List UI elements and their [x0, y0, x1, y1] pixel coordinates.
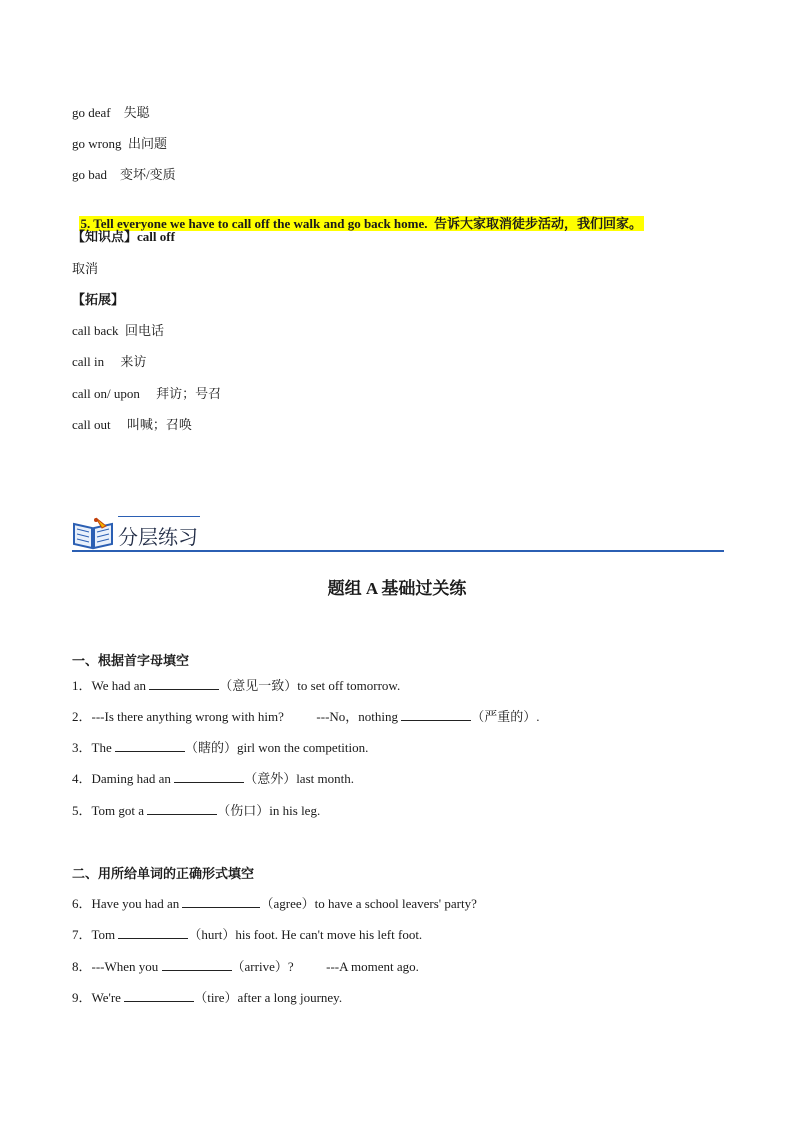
q-text: （hurt）his foot. He can't move his left foot.: [188, 927, 423, 942]
expand-item: call out 叫喊；召唤: [72, 417, 192, 432]
q-text: 1．We had an: [72, 678, 150, 693]
question-5: [72, 801, 320, 820]
section-top-rule: [118, 516, 200, 517]
group-title: 题组 A 基础过关练: [327, 579, 467, 598]
question-8: [72, 957, 419, 976]
q-text: （伤口）in his leg.: [217, 803, 321, 818]
answer-blank[interactable]: [147, 801, 217, 815]
section-title: 分层练习: [118, 525, 198, 549]
q-text: 4．Daming had an: [72, 771, 175, 786]
answer-blank[interactable]: [118, 925, 188, 939]
expand-item: call on/ upon 拜访；号召: [72, 386, 222, 401]
q-text: （意外）last month.: [244, 771, 354, 786]
book-icon: [72, 516, 114, 550]
knowledge-point: 【知识点】call off: [72, 229, 175, 244]
answer-blank[interactable]: [162, 957, 232, 971]
highlight-text: 5. Tell everyone we have to call off the walk and go back home. 告诉大家取消徒步活动，我们回家。: [80, 216, 643, 231]
question-2: [72, 707, 540, 726]
question-9: [72, 988, 342, 1007]
expand-item: call in 来访: [72, 354, 147, 369]
vocab-line: go deaf 失聪: [72, 105, 150, 120]
q-text: 2．---Is there anything wrong with him? ---No，nothing: [72, 709, 402, 724]
q-text: （tire）after a long journey.: [194, 990, 343, 1005]
question-4: [72, 769, 354, 788]
answer-blank[interactable]: [115, 738, 185, 752]
q-text: 6．Have you had an: [72, 896, 183, 911]
q-text: （agree）to have a school leavers' party?: [260, 896, 477, 911]
part2-heading: 二、用所给单词的正确形式填空: [72, 867, 255, 882]
question-7: [72, 925, 422, 944]
q-text: （意见一致）to set off tomorrow.: [219, 678, 401, 693]
question-6: [72, 894, 477, 913]
q-text: 3．The: [72, 740, 115, 755]
section-rule: [72, 550, 724, 552]
q-text: 7．Tom: [72, 927, 119, 942]
q-text: 5．Tom got a: [72, 803, 148, 818]
q-text: 9．We're: [72, 990, 125, 1005]
meaning: 取消: [72, 261, 99, 276]
vocab-line: go wrong 出问题: [72, 136, 167, 151]
vocab-line: go bad 变坏/变质: [72, 167, 176, 182]
answer-blank[interactable]: [174, 769, 244, 783]
question-3: [72, 738, 368, 757]
expand-item: call back 回电话: [72, 323, 165, 338]
q-text: （严重的）.: [471, 709, 540, 724]
part1-heading: 一、根据首字母填空: [72, 654, 190, 669]
answer-blank[interactable]: [124, 988, 194, 1002]
answer-blank[interactable]: [182, 894, 260, 908]
answer-blank[interactable]: [401, 707, 471, 721]
expand-label: 【拓展】: [72, 292, 125, 307]
q-text: （瞎的）girl won the competition.: [184, 740, 369, 755]
question-1: [72, 676, 400, 695]
answer-blank[interactable]: [149, 676, 219, 690]
q-text: （arrive）? ---A moment ago.: [231, 959, 419, 974]
q-text: 8．---When you: [72, 959, 162, 974]
